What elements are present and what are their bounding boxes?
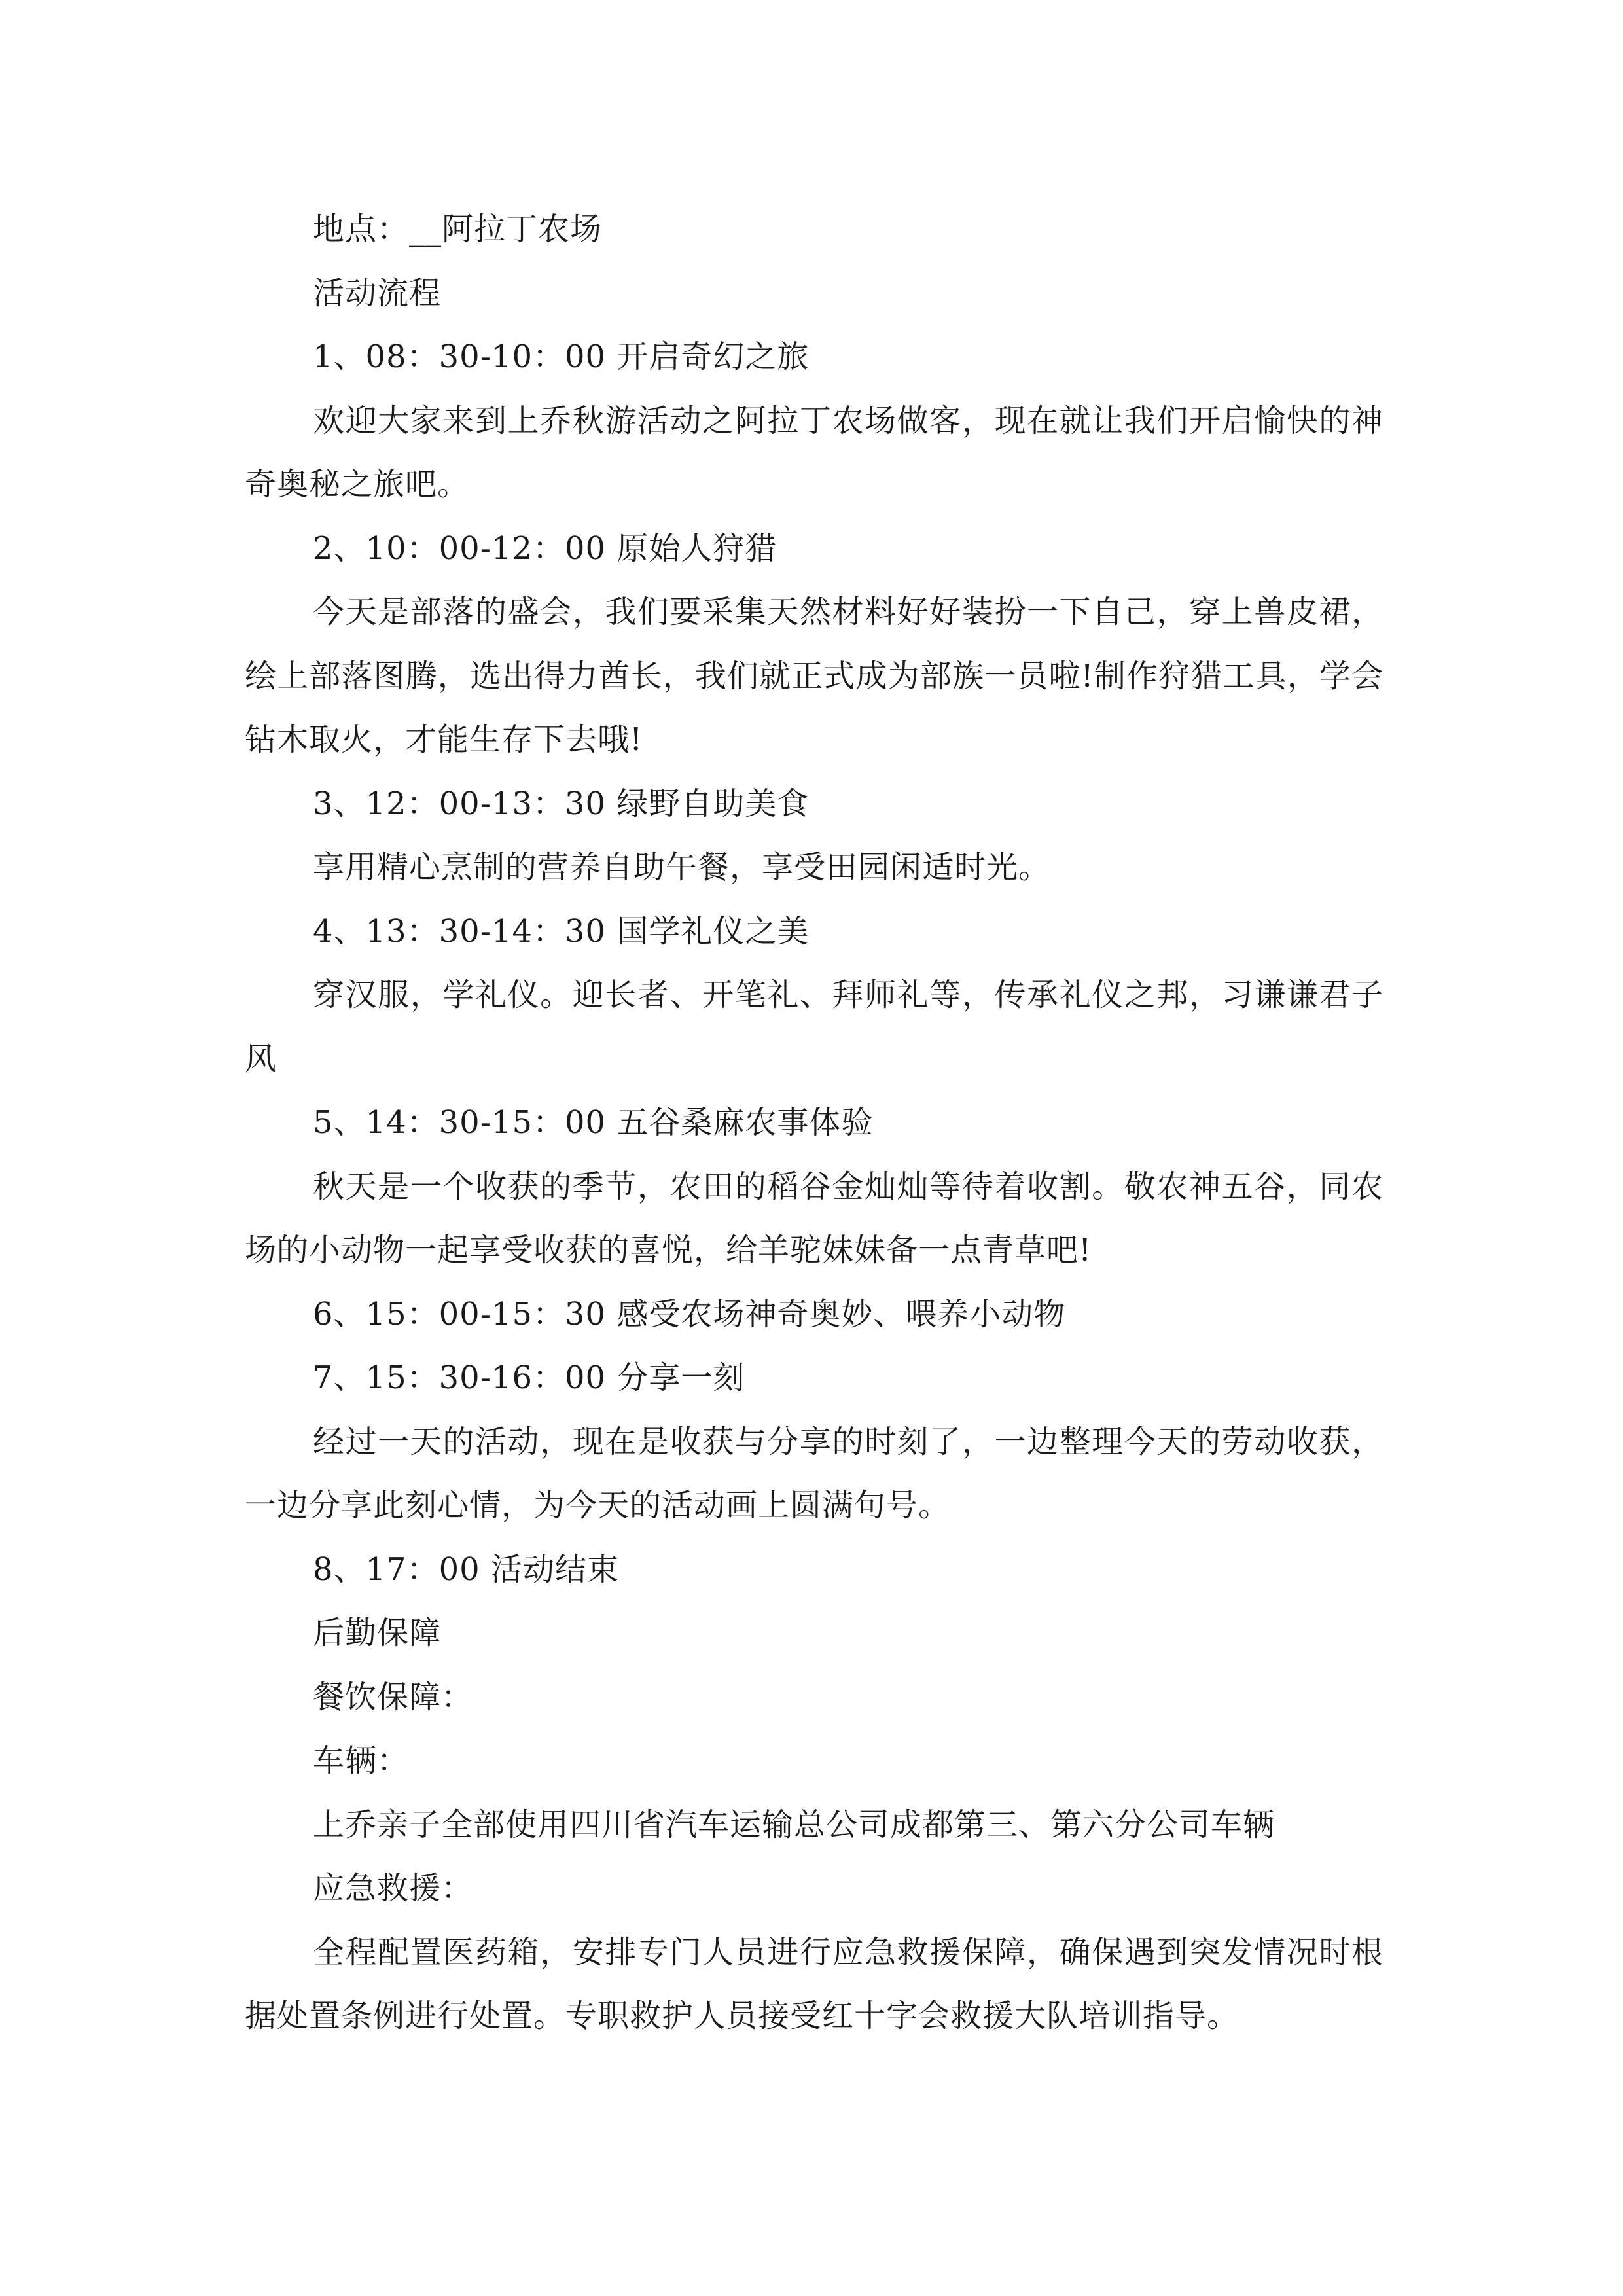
schedule-item: 4、13：30-14：30 国学礼仪之美 xyxy=(313,912,810,950)
logistics-vehicles-text: 上乔亲子全部使用四川省汽车运输总公司成都第三、第六分公司车辆 xyxy=(313,1806,1275,1843)
document-body xyxy=(245,198,1383,2049)
schedule-item: 7、15：30-16：00 分享一刻 xyxy=(313,1359,745,1396)
schedule-item: 6、15：00-15：30 感受农场神奇奥妙、喂养小动物 xyxy=(313,1295,1066,1333)
schedule-item: 2、10：00-12：00 原始人狩猎 xyxy=(313,529,777,567)
schedule-item: 1、08：30-10：00 开启奇幻之旅 xyxy=(313,338,810,375)
schedule-description: 今天是部落的盛会，我们要采集天然材料好好装扮一下自己，穿上兽皮裙，绘上部落图腾，选出得力酋长，我们就正式成为部族一员啦!制作狩猎工具，学会钻木取火，才能生存下去哦! xyxy=(245,594,1383,758)
logistics-catering-label: 餐饮保障： xyxy=(313,1678,474,1715)
schedule-item: 8、17：00 活动结束 xyxy=(313,1551,619,1588)
logistics-emergency-label: 应急救援： xyxy=(313,1870,474,1907)
location-line: 地点：__阿拉丁农场 xyxy=(313,211,603,247)
schedule-description: 欢迎大家来到上乔秋游活动之阿拉丁农场做客，现在就让我们开启愉快的神奇奥秘之旅吧。 xyxy=(245,402,1383,503)
logistics-emergency-text: 全程配置医药箱，安排专门人员进行应急救援保障，确保遇到突发情况时根据处置条例进行处置。专职救护人员接受红十字会救援大队培训指导。 xyxy=(245,1933,1383,2034)
schedule-description: 穿汉服，学礼仪。迎长者、开笔礼、拜师礼等，传承礼仪之邦，习谦谦君子风 xyxy=(245,977,1383,1077)
logistics-vehicles-label: 车辆： xyxy=(313,1742,410,1779)
schedule-description: 经过一天的活动，现在是收获与分享的时刻了，一边整理今天的劳动收获，一边分享此刻心情，为今天的活动画上圆满句号。 xyxy=(245,1423,1383,1524)
schedule-description: 秋天是一个收获的季节，农田的稻谷金灿灿等待着收割。敬农神五谷，同农场的小动物一起享受收获的喜悦，给羊驼妹妹备一点青草吧! xyxy=(245,1168,1383,1268)
schedule-description: 享用精心烹制的营养自助午餐，享受田园闲适时光。 xyxy=(313,849,1051,886)
section-heading-logistics: 后勤保障 xyxy=(313,1615,442,1651)
schedule-item: 5、14：30-15：00 五谷桑麻农事体验 xyxy=(313,1104,874,1141)
section-heading-schedule: 活动流程 xyxy=(313,274,442,312)
schedule-item: 3、12：00-13：30 绿野自助美食 xyxy=(313,785,810,822)
